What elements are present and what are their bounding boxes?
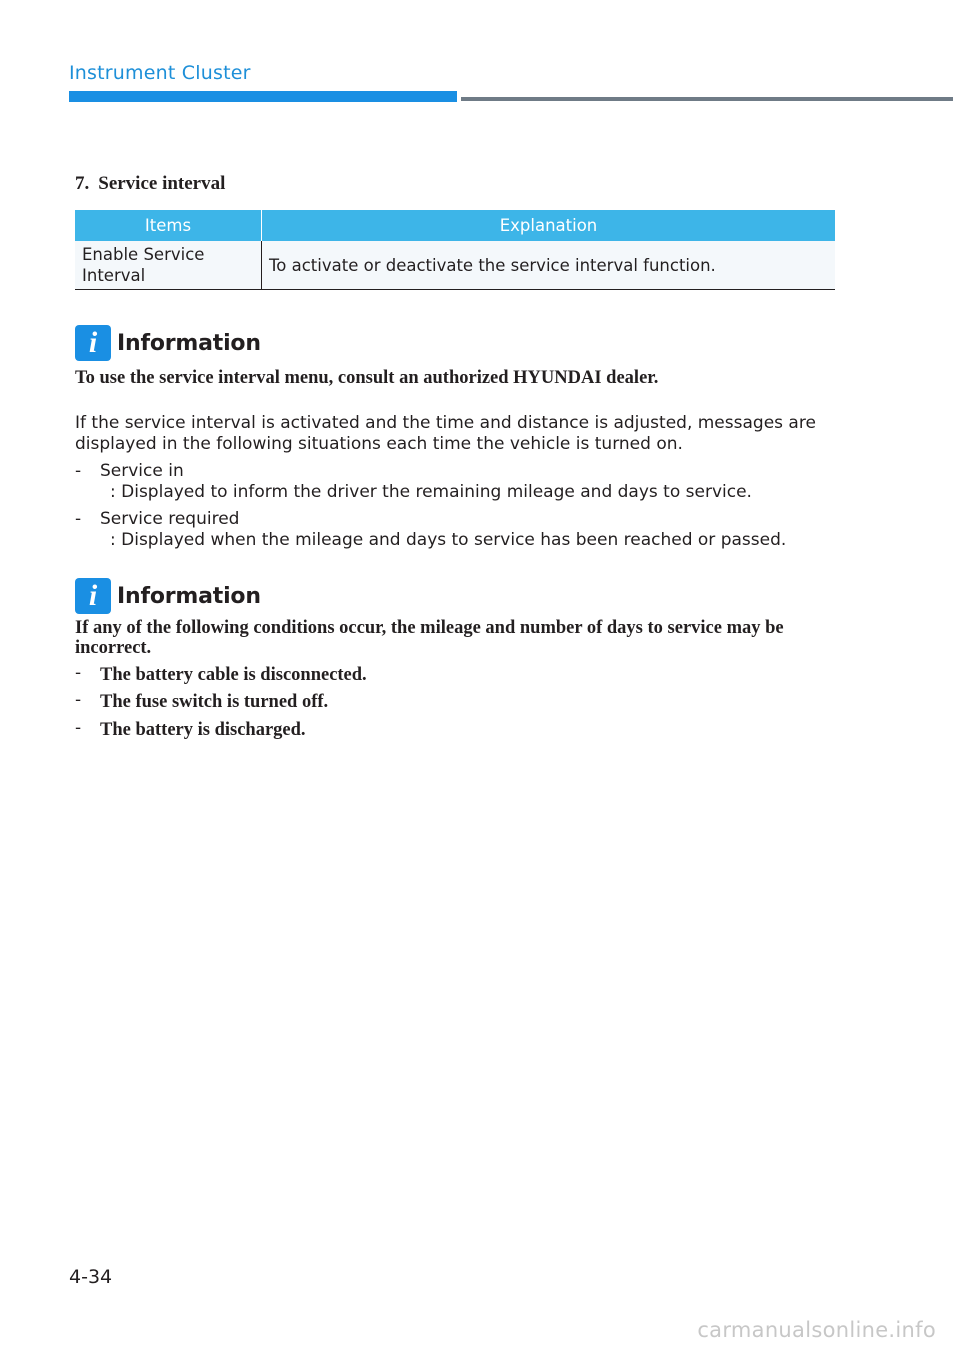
section-heading [75,173,225,195]
list-dash: - [75,718,82,738]
info-icon: i [75,325,111,361]
info-title: Information [117,330,261,356]
table-header-row [75,210,835,241]
list-item-description: : Displayed to inform the driver the remaining mileage and days to service. [110,482,752,502]
list-dash: - [75,663,82,683]
header-rule-blue [69,91,457,102]
info-icon: i [75,578,111,614]
info-text: To use the service interval menu, consult an authorized HYUNDAI dealer. [75,368,659,388]
info-heading [75,325,261,361]
list-item-title: Service required [100,509,240,529]
list-item-text: The battery cable is disconnected. [100,665,367,685]
list-item-text: The battery is discharged. [100,720,306,740]
header-rule-gray [461,97,953,101]
list-item [75,692,840,712]
list-item-text: The fuse switch is turned off. [100,692,329,712]
list-item-title: Service in [100,461,184,481]
table-row [75,241,835,290]
page-number: 4-34 [69,1266,113,1288]
chapter-title: Instrument Cluster [69,62,251,84]
list-item [75,720,840,740]
service-interval-table [75,210,835,290]
table-cell-explanation: To activate or deactivate the service interval function. [262,241,836,290]
body-paragraph: If the service interval is activated and the time and distance is adjusted, messages are displayed in the following situations each time the vehicle is turned on. [75,413,816,454]
list-item-description: : Displayed when the mileage and days to service has been reached or passed. [110,530,787,550]
list-dash: - [75,690,82,710]
item-line: Enable Service [82,245,205,264]
list-item [75,461,840,503]
section-number: 7. [75,173,90,194]
info-heading [75,578,261,614]
list-item [75,665,840,685]
list-dash: - [75,461,82,481]
watermark: carmanualsonline.info [697,1318,936,1342]
item-line: Interval [82,266,146,285]
section-title: Service interval [98,173,226,194]
table-header-items: Items [75,210,262,241]
info-text: If any of the following conditions occur, the mileage and number of days to service may be incorrect. [75,618,784,658]
table-cell-item [75,241,262,290]
info-title: Information [117,583,261,609]
list-item [75,509,840,551]
table-header-explanation: Explanation [262,210,836,241]
list-dash: - [75,509,82,529]
